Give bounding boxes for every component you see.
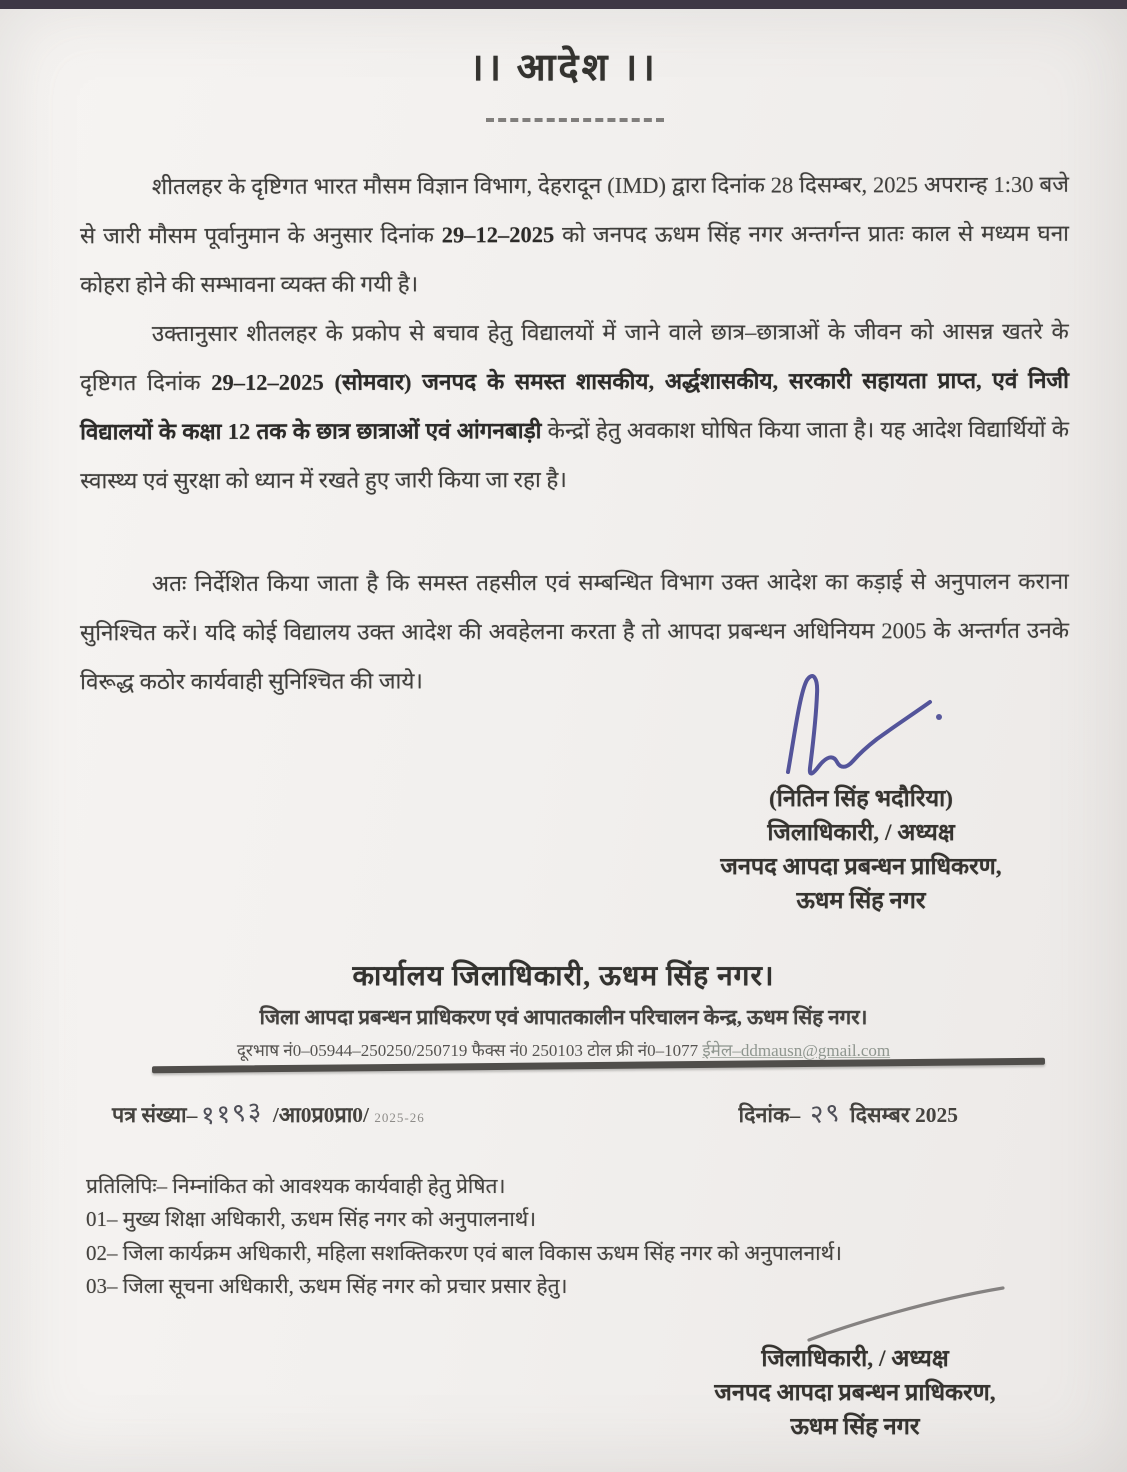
title-underline	[486, 118, 664, 122]
signatory-organization: जनपद आपदा प्रबन्धन प्राधिकरण,	[720, 854, 1002, 880]
paragraph-3: अतः निर्देशित किया जाता है कि समस्त तहसील एवं सम्बन्धित विभाग उक्त आदेश का कड़ाई से अनुपालन कराना सुनिश्चित करें। यदि कोई विद्यालय उक्त आदेश की अवहेलना करता है तो आपदा प्रबन्धन अधिनियम 2005 के अन्तर्गत उनके विरूद्ध कठोर कार्यवाही सुनिश्चित की जाये।	[79, 568, 1070, 694]
copy-item: 02– जिला कार्यक्रम अधिकारी, महिला सशक्तिकरण एवं बाल विकास ऊधम सिंह नगर को अनुपालनार्थ।	[86, 1240, 842, 1265]
letter-date-handwritten: २९	[808, 1097, 843, 1130]
footer-designation: जिलाधिकारी, / अध्यक्ष	[761, 1346, 949, 1372]
signatory-place: ऊधम सिंह नगर	[796, 888, 926, 914]
letter-date-label: दिनांक–	[738, 1103, 806, 1127]
signature-block	[680, 668, 1042, 918]
signature-icon	[740, 668, 950, 790]
paragraph-1-pre: शीतलहर के दृष्टिगत भारत मौसम विज्ञान विभाग, देहरादून (IMD) द्वारा दिनांक 28 दिसम्बर, 2025 अपरान्ह 1:30 बजे से जारी मौसम पूर्वानुमान के अनुसार दिनांक	[79, 171, 1069, 248]
copy-item: 03– जिला सूचना अधिकारी, ऊधम सिंह नगर को प्रचार प्रसार हेतु।	[86, 1274, 568, 1298]
pen-stroke-icon	[791, 1282, 1021, 1344]
letter-dept-code: /आ0प्र0प्रा0/	[267, 1103, 375, 1127]
office-phone-fax: दूरभाष नं0–05944–250250/250719 फैक्स नं0 250103 टोल फ्री नं0–1077	[236, 1041, 703, 1060]
copy-item: 01– मुख्य शिक्षा अधिकारी, ऊधम सिंह नगर को अनुपालनार्थ।	[86, 1207, 537, 1231]
footer-signature-block	[671, 1282, 1039, 1444]
signatory-designation: जिलाधिकारी, / अध्यक्ष	[767, 820, 955, 846]
office-title: कार्यालय जिलाधिकारी, ऊधम सिंह नगर।	[352, 961, 775, 992]
office-letterhead	[0, 956, 1127, 1061]
page-title: ।। आदेश ।।	[469, 47, 658, 89]
office-email: ईमेल–ddmausn@gmail.com	[702, 1041, 891, 1060]
paragraph-1-bold-date: 29–12–2025	[441, 221, 555, 247]
paragraph-2	[80, 306, 1070, 505]
letter-number-label: पत्र संख्या–	[112, 1103, 198, 1127]
office-subtitle: जिला आपदा प्रबन्धन प्राधिकरण एवं आपातकालीन परिचालन केन्द्र, ऊधम सिंह नगर।	[259, 1007, 868, 1029]
paragraph-1-post: को जनपद ऊधम सिंह नगर अन्तर्गन्त प्रातः काल से मध्यम घना कोहरा होने की सम्भावना व्यक्त की गयी है।	[80, 220, 1070, 297]
footer-organization: जनपद आपदा प्रबन्धन प्राधिकरण,	[714, 1380, 996, 1406]
signatory-name: (नितिन सिंह भदौरिया)	[768, 786, 953, 812]
letter-fiscal-year: 2025-26	[374, 1110, 425, 1125]
paragraph-2-post: केन्द्रों हेतु अवकाश घोषित किया जाता है। यह आदेश विद्यार्थियों के स्वास्थ्य एवं सुरक्षा को ध्यान में रखते हुए जारी किया जा रहा है।	[80, 416, 1070, 493]
paragraph-2-pre: उक्तानुसार शीतलहर के प्रकोप से बचाव हेतु विद्यालयों में जाने वाले छात्र–छात्राओं के जीवन को आसन्न खतरे के दृष्टिगत दिनांक	[79, 318, 1069, 395]
letter-date-rest: दिसम्बर 2025	[844, 1103, 958, 1127]
footer-place: ऊधम सिंह नगर	[790, 1414, 920, 1440]
letter-number-handwritten: ११९३	[200, 1096, 265, 1131]
paragraph-2-bold-order: 29–12–2025 (सोमवार) जनपद के समस्त शासकीय, अर्द्धशासकीय, सरकारी सहायता प्राप्त, एवं निजी विद्यालयों के कक्षा 12 तक के छात्र छात्राओं एवं आंगनबाड़ी	[80, 367, 1069, 444]
reference-row	[80, 1094, 1070, 1130]
scan-top-edge	[0, 0, 1127, 9]
signature-dot	[936, 714, 942, 720]
letter-number	[112, 1094, 425, 1130]
copies-heading: प्रतिलिपिः– निम्नांकित को आवश्यक कार्यवाही हेतु प्रेषित।	[86, 1174, 506, 1198]
paragraph-1	[80, 159, 1069, 309]
letter-date	[739, 1094, 959, 1130]
